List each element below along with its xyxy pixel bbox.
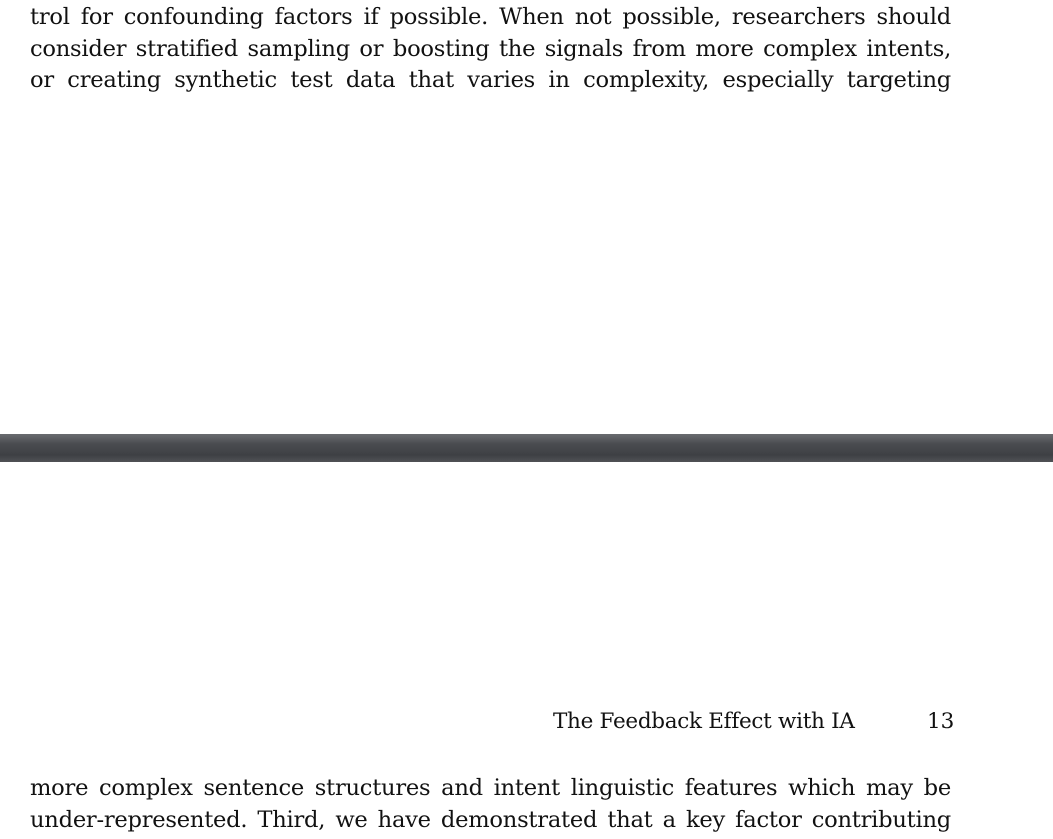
body-text-top bbox=[30, 2, 951, 97]
page-13 bbox=[0, 462, 1053, 839]
body-text-bottom bbox=[30, 773, 951, 836]
page-number: 13 bbox=[927, 709, 955, 734]
text-line: consider stratified sampling or boosting the signals from more complex intents, bbox=[30, 35, 951, 62]
text-line: more complex sentence structures and intent linguistic features which may be bbox=[30, 775, 951, 801]
text-line: under-represented. Third, we have demonstrated that a key factor contributing bbox=[30, 806, 951, 833]
text-line: trol for confounding factors if possible. When not possible, researchers should bbox=[30, 4, 951, 30]
running-head-title: The Feedback Effect with IA bbox=[553, 709, 855, 734]
page-separator bbox=[0, 434, 1053, 462]
text-line: or creating synthetic test data that varies in complexity, especially targeting bbox=[30, 67, 951, 93]
